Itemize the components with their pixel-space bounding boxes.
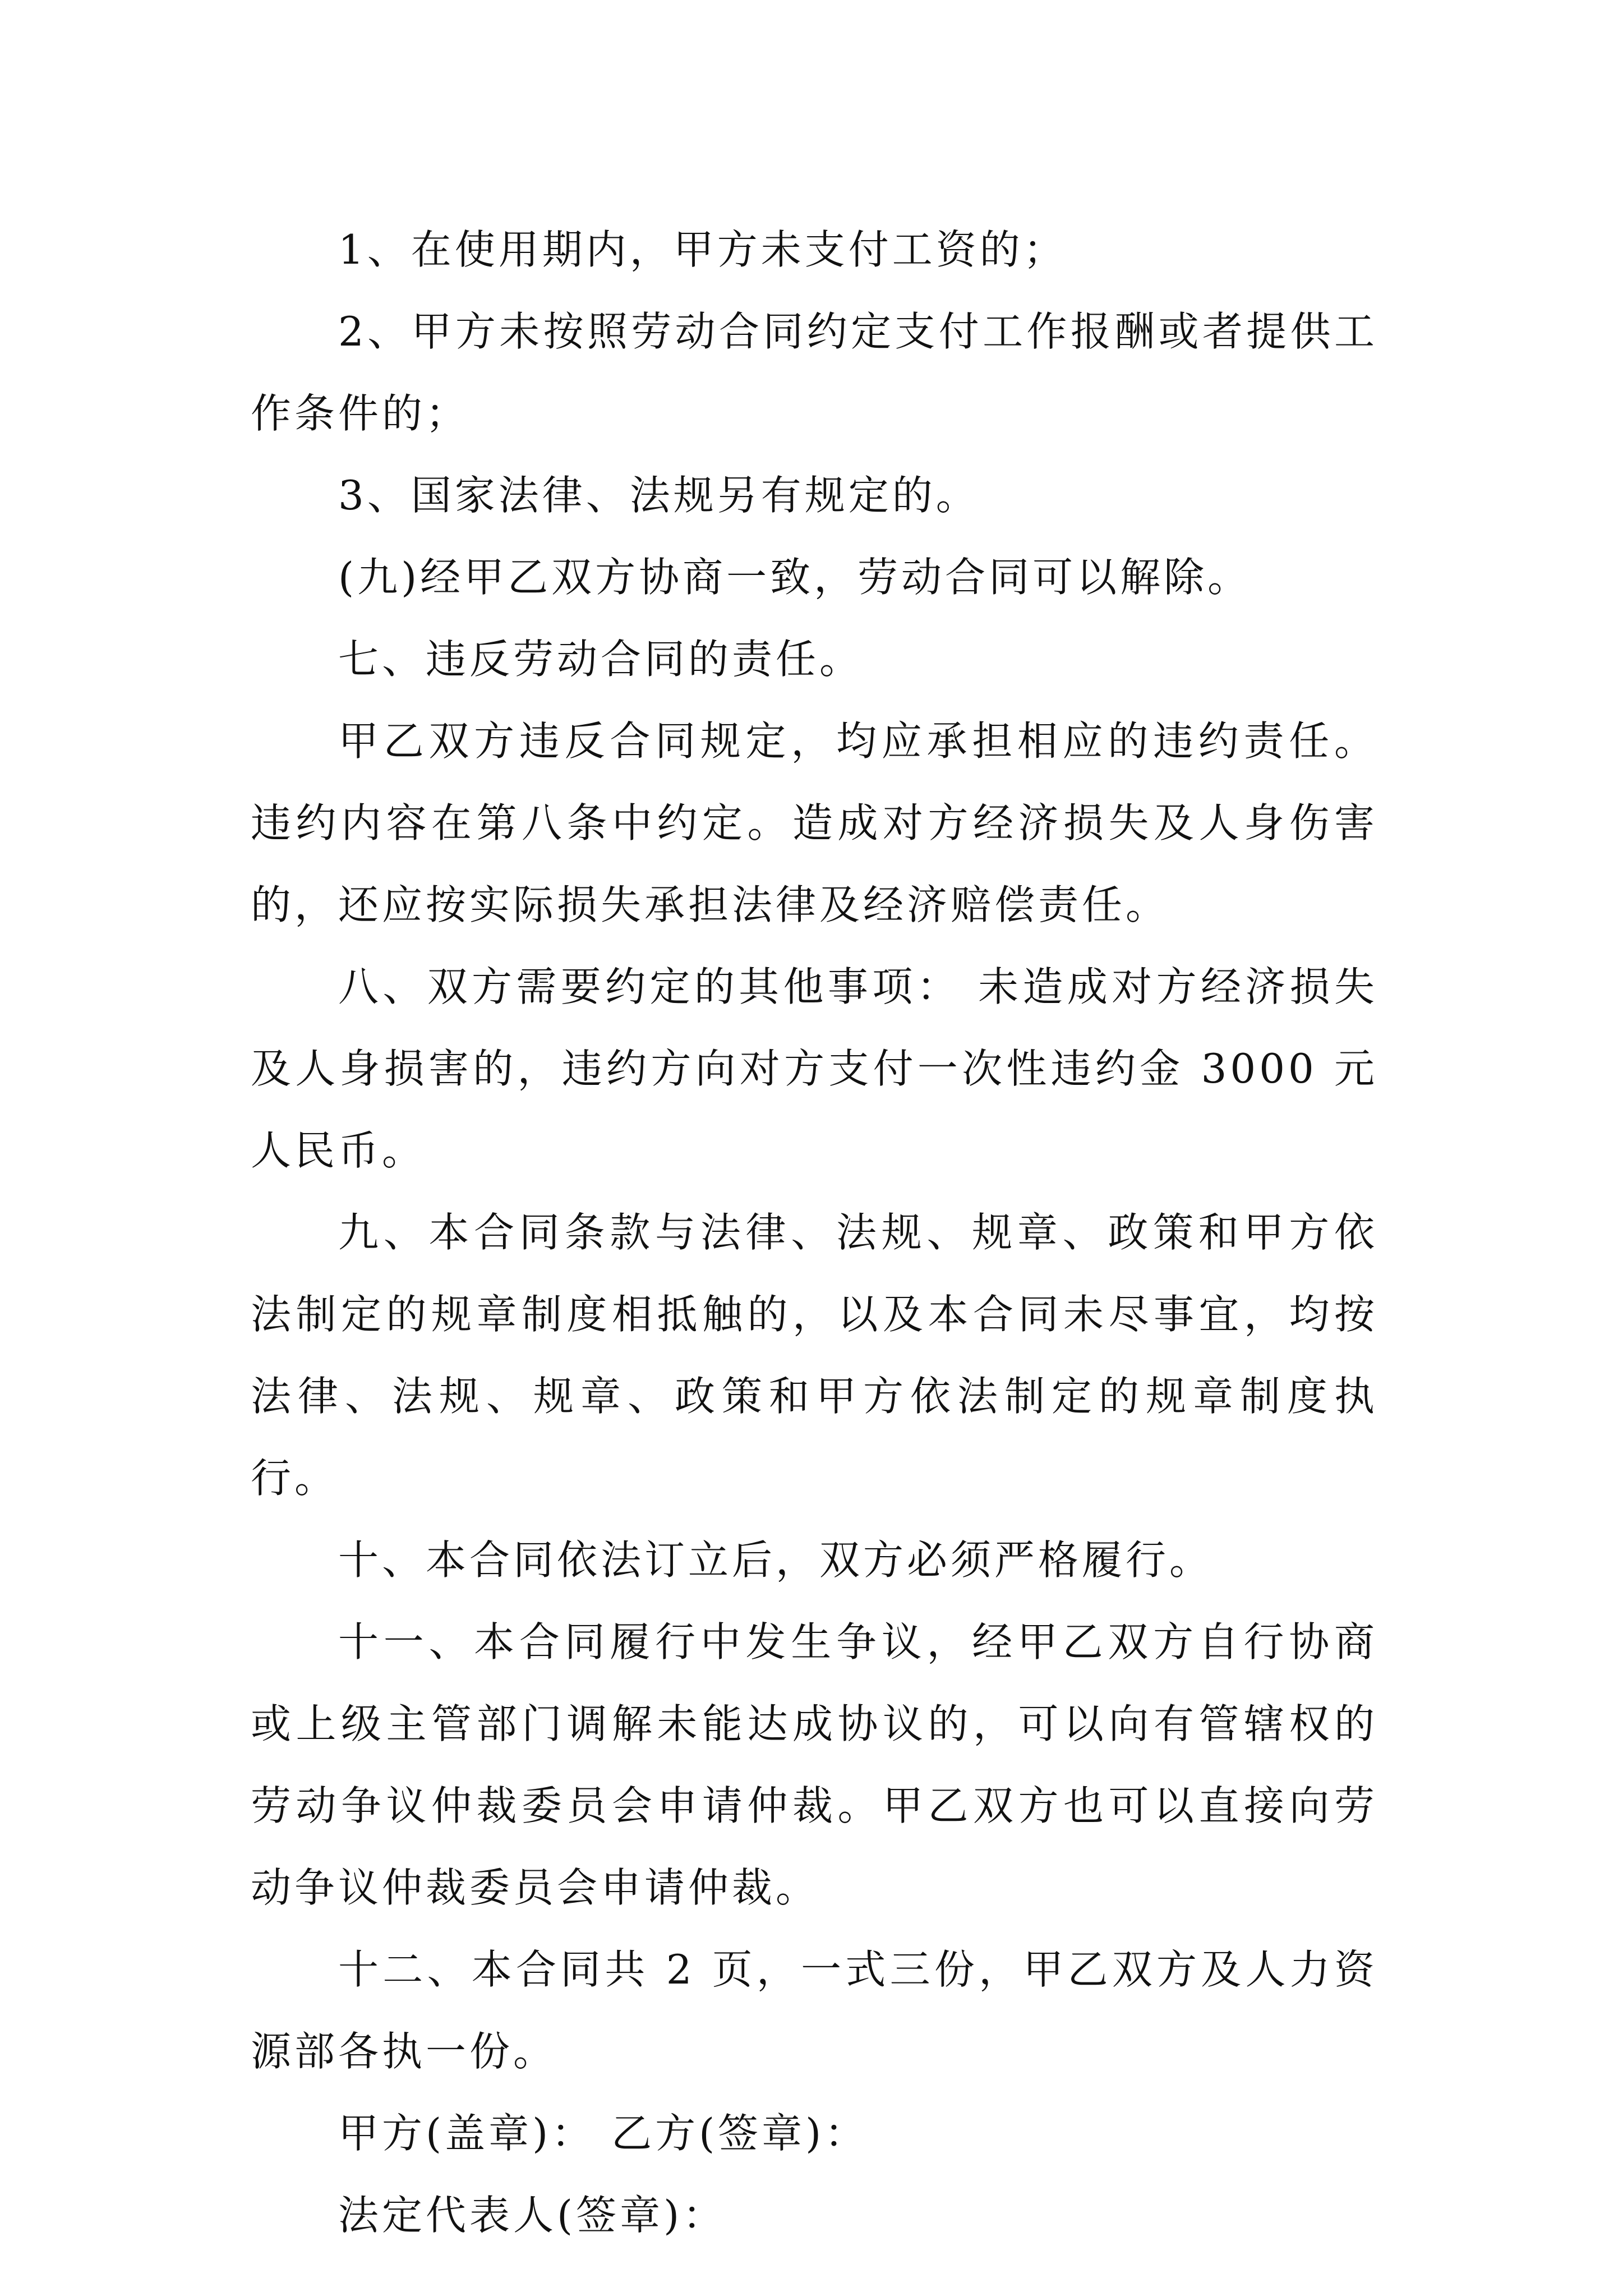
clause-item-3: 3、国家法律、法规另有规定的。 [338, 472, 980, 519]
signature-parties: 甲方(盖章)： 乙方(签章)： [338, 2110, 869, 2157]
clause-nine: (九)经甲乙双方协商一致，劳动合同可以解除。 [338, 554, 1252, 601]
section-nine: 九、本合同条款与法律、法规、规章、政策和甲方依法制定的规章制度相抵触的，以及本合同未尽事宜，均按法律、法规、规章、政策和甲方依法制定的规章制度执行。 [251, 1209, 1378, 1502]
signature-legal-representative: 法定代表人(签章)： [338, 2192, 727, 2239]
section-twelve: 十二、本合同共 2 页，一式三份，甲乙双方及人力资源部各执一份。 [251, 1946, 1378, 2075]
clause-item-1: 1、在使用期内，甲方未支付工资的； [338, 226, 1067, 273]
contract-body [251, 209, 1378, 2256]
section-ten: 十、本合同依法订立后，双方必须严格履行。 [338, 1536, 1214, 1584]
section-eleven: 十一、本合同履行中发生争议，经甲乙双方自行协商或上级主管部门调解未能达成协议的，可以向有管辖权的劳动争议仲裁委员会申请仲裁。甲乙双方也可以直接向劳动争议仲裁委员会申请仲裁。 [251, 1618, 1378, 1911]
section-seven-heading: 七、违反劳动合同的责任。 [338, 636, 864, 683]
clause-item-2: 2、甲方未按照劳动合同约定支付工作报酬或者提供工作条件的； [251, 308, 1378, 437]
section-seven-text: 甲乙双方违反合同规定，均应承担相应的违约责任。违约内容在第八条中约定。造成对方经济损失及人身伤害的，还应按实际损失承担法律及经济赔偿责任。 [251, 717, 1378, 928]
section-eight: 八、双方需要约定的其他事项： 未造成对方经济损失及人身损害的，违约方向对方支付一次性违约金 3000 元人民币。 [251, 963, 1378, 1174]
